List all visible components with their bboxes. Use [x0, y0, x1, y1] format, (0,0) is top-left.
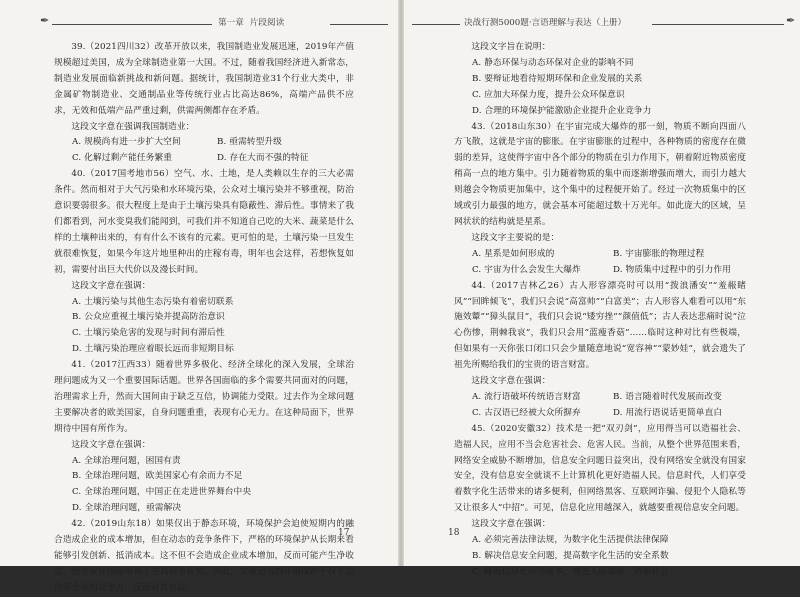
header-rule — [52, 24, 212, 25]
question-prompt: 这段文字意在强调： — [471, 376, 551, 387]
chapter-label: 第一章 — [218, 18, 244, 28]
answer-option: B. 要辩证地看待短期环保和企业发展的关系 — [472, 73, 643, 84]
answer-options — [454, 56, 746, 120]
feather-icon: ✒ — [40, 14, 50, 27]
right-page-body — [454, 40, 746, 581]
book-title: 决战行测5000题·言语理解与表达（上册） — [464, 18, 627, 28]
left-page-body — [54, 40, 354, 597]
answer-options — [454, 390, 746, 422]
question-stem: 42.（2019山东18）如果仅出于静态环境，环境保护会迫使短期内的融合造成企业的成本增加，但在动态的竞争条件下，严格的环境保护从长期来看能够引发创新、抵消成本。这不但不会造成企业成本增加，反而可能产生净收益，使企业在国际市场上更具竞争优势。因此，实施适当的环境保护不仅不会伤害企业的竞争力，反而对其有益。 — [54, 519, 354, 593]
answer-option: D. 全球治理问题，亟需解决 — [72, 503, 182, 514]
answer-option: A. 土壤污染与其他生态污染有着密切联系 — [72, 296, 234, 307]
answer-option: B. 全球治理问题，欧美国家心有余而力不足 — [72, 471, 243, 482]
question-block — [454, 120, 746, 279]
answer-option: C. 土壤污染危害的发现与时间有滞后性 — [72, 328, 225, 339]
question-stem: 43.（2018山东30）在宇宙完成大爆炸的那一刻，物质不断向四面八方飞散，这就是宇宙的膨胀。在宇宙膨胀的过程中，各种物质的密度存在微弱的差异，这使得宇宙中各个部分的物质在引力作用下，朝着附近物质密度稍高一点的地方集中。引力随着物质的集中而逐渐增强而增大，而引力越大则越会令物质更加集中，这个集中的过程便开始了。经过一次物质集中的区域或引力最强的地方，就会基本可能超过数十万光年。如此庞大的区域，呈网状状的结构就是星系。 — [454, 121, 746, 227]
header-rule — [652, 24, 784, 25]
header-rule — [330, 24, 388, 25]
running-head — [218, 16, 284, 30]
answer-option: C. 古汉语已经被大众所摒弃 — [472, 407, 581, 418]
question-prompt: 这段文字意在强调： — [71, 439, 151, 450]
question-block — [54, 358, 354, 517]
question-block — [54, 167, 354, 358]
answer-option: B. 公众应重视土壤污染并提高防治意识 — [72, 312, 225, 323]
answer-option: C. 全球治理问题，中国正在走进世界舞台中央 — [72, 487, 252, 498]
question-prompt: 这段文字主要说的是： — [471, 232, 560, 243]
question-stem: 41.（2017江西33）随着世界多极化、经济全球化的深入发展，全球治理问题成为又一个重要国际话题。世界各国面临的多个需要共同面对的问题，治理需求上升，然而大国间由于缺乏互信，协调能力受限。过去作为全球问题主要解决者的欧美国家，自身问题重重，表现有心无力。在这种局面下，世界期待中国有所作为。 — [54, 360, 354, 434]
answer-options — [454, 247, 746, 279]
answer-option: D. 土壤污染治理应着眼长远而非短期目标 — [72, 344, 234, 355]
answer-option: C. 宇宙为什么会发生大爆炸 — [472, 264, 581, 275]
question-prompt: 这段文字意在强调： — [471, 519, 551, 530]
answer-options — [54, 135, 354, 167]
answer-options — [54, 295, 354, 359]
answer-option: A. 规模尚有进一步扩大空间 — [72, 137, 181, 148]
question-stem: 45.（2020安徽32）技术是一把“双刃剑”，应用得当可以造福社会、造福人民，应用不当会危害社会、危害人民。当前，从整个世界范围来看，网络安全威胁不断增加，信息安全问题日益突出，没有网络安全就没有国家安全，没有信息安全就谈不上计算机化更好造福人民。信息时代，人们享受着数字化生活带来的诸多便利，但网络黑客、互联网诈骗、侵犯个人隐私等又让很多人“中招”。可见，信息化应用越深入，就越要重视信息安全问题。 — [454, 423, 746, 514]
answer-option: B. 亟需转型升级 — [217, 137, 282, 148]
question-prompt: 这段文字旨在说明： — [471, 42, 551, 52]
answer-option: B. 解决信息安全问题，提高数字化生活的安全系数 — [472, 551, 669, 561]
answer-option: D. 物质集中过程中的引力作用 — [613, 264, 731, 275]
section-label: 片段阅读 — [249, 18, 285, 28]
answer-option: A. 全球治理问题，困国有责 — [72, 455, 181, 466]
answer-options — [54, 454, 354, 518]
right-page — [404, 0, 800, 577]
answer-option: C. 应加大环保力度，提升公众环保意识 — [472, 89, 625, 100]
answer-option: C. 降低信息化应用成本，增进人民福祉、造福社会 — [472, 566, 669, 577]
question-stem: 44.（2017吉林乙26）古人形容漂亮时可以用“拨浪潘安”“羞赧睹风”“回眸倾飞”，我们只会说“高富帅”“白富美”；古人形容人难看可以用“东施效颦”“獐头鼠目”，我们只会说“矮穷挫”“颜值低”；古人表达悲痛时说“泣心伤惨，荆棘我哀”，我们只会用“蓝瘦香菇”……临时这种对比有些极端，但如果有一天你张口闭口只会少量随意地说“宽容神”“蒙妙娃”，就会遗失了祖先所赐给我们的宝贵的语言财富。 — [454, 280, 746, 371]
answer-option: A. 星系是如何形成的 — [472, 248, 555, 259]
answer-option: A. 静态环保与动态环保对企业的影响不同 — [472, 57, 634, 68]
running-head — [464, 16, 626, 30]
question-block — [454, 40, 746, 120]
answer-option: A. 流行语破坏传统语言财富 — [472, 391, 581, 402]
header-rule — [412, 24, 460, 25]
feather-icon: ✒ — [786, 14, 796, 27]
question-stem: 40.（2017国考地市56）空气、水、土地，是人类赖以生存的三大必需条件。然而相对于大气污染和水环境污染，公众对土壤污染并不够重视，防治意识要弱很多。很大程度上是由于土壤污染具有隐蔽性、滞后性。事情来了我们都看到，河水变臭我们能闻到，可我们并不知道自己吃的大米、蔬菜是什么样的土壤种出来的，有有什么不该有的元素。更可怕的是，土壤污染一旦发生就很难恢复，如果今年这片地里种出的庄稼有毒，明年也会这样，若想恢复如初，需要付出巨大代价以及漫长时间。 — [54, 169, 354, 275]
question-block — [54, 517, 354, 597]
answer-option: D. 存在大而不强的特征 — [217, 153, 309, 164]
answer-option: C. 化解过剩产能任务繁重 — [72, 153, 173, 164]
question-prompt: 这段文字意在强调我国制造业： — [71, 121, 195, 132]
question-prompt: 这段文字意在强调： — [71, 280, 151, 291]
page-number: 17 — [338, 528, 350, 538]
question-block — [54, 40, 354, 167]
answer-option: B. 宇宙膨胀的物理过程 — [613, 248, 705, 259]
left-page — [0, 0, 398, 593]
answer-options — [454, 533, 746, 581]
answer-option: D. 用流行语说话更简单直白 — [613, 407, 723, 418]
answer-option: D. 合理的环境保护能激励企业提升企业竞争力 — [472, 105, 652, 116]
answer-option: A. 必须完善法律法规，为数字化生活提供法律保障 — [472, 535, 669, 546]
question-stem: 39.（2021四川32）改革开放以来，我国制造业发展迅速，2019年产值规模超过美国，成为全球制造业第一大国。不过，随着我国经济进入新常态，制造业发展面临新挑战和新问题。据统计，我国制造业31个行业大类中，非金属矿物制造业、交通制品业等传统行业占比高达86%，高端产品供不应求，无效和低端产品严重过剩，供需两侧都存在矛盾。 — [54, 42, 354, 116]
page-number: 18 — [448, 528, 460, 538]
question-block — [454, 279, 746, 422]
question-block — [454, 422, 746, 581]
answer-option: B. 语言随着时代发展而改变 — [613, 391, 722, 402]
